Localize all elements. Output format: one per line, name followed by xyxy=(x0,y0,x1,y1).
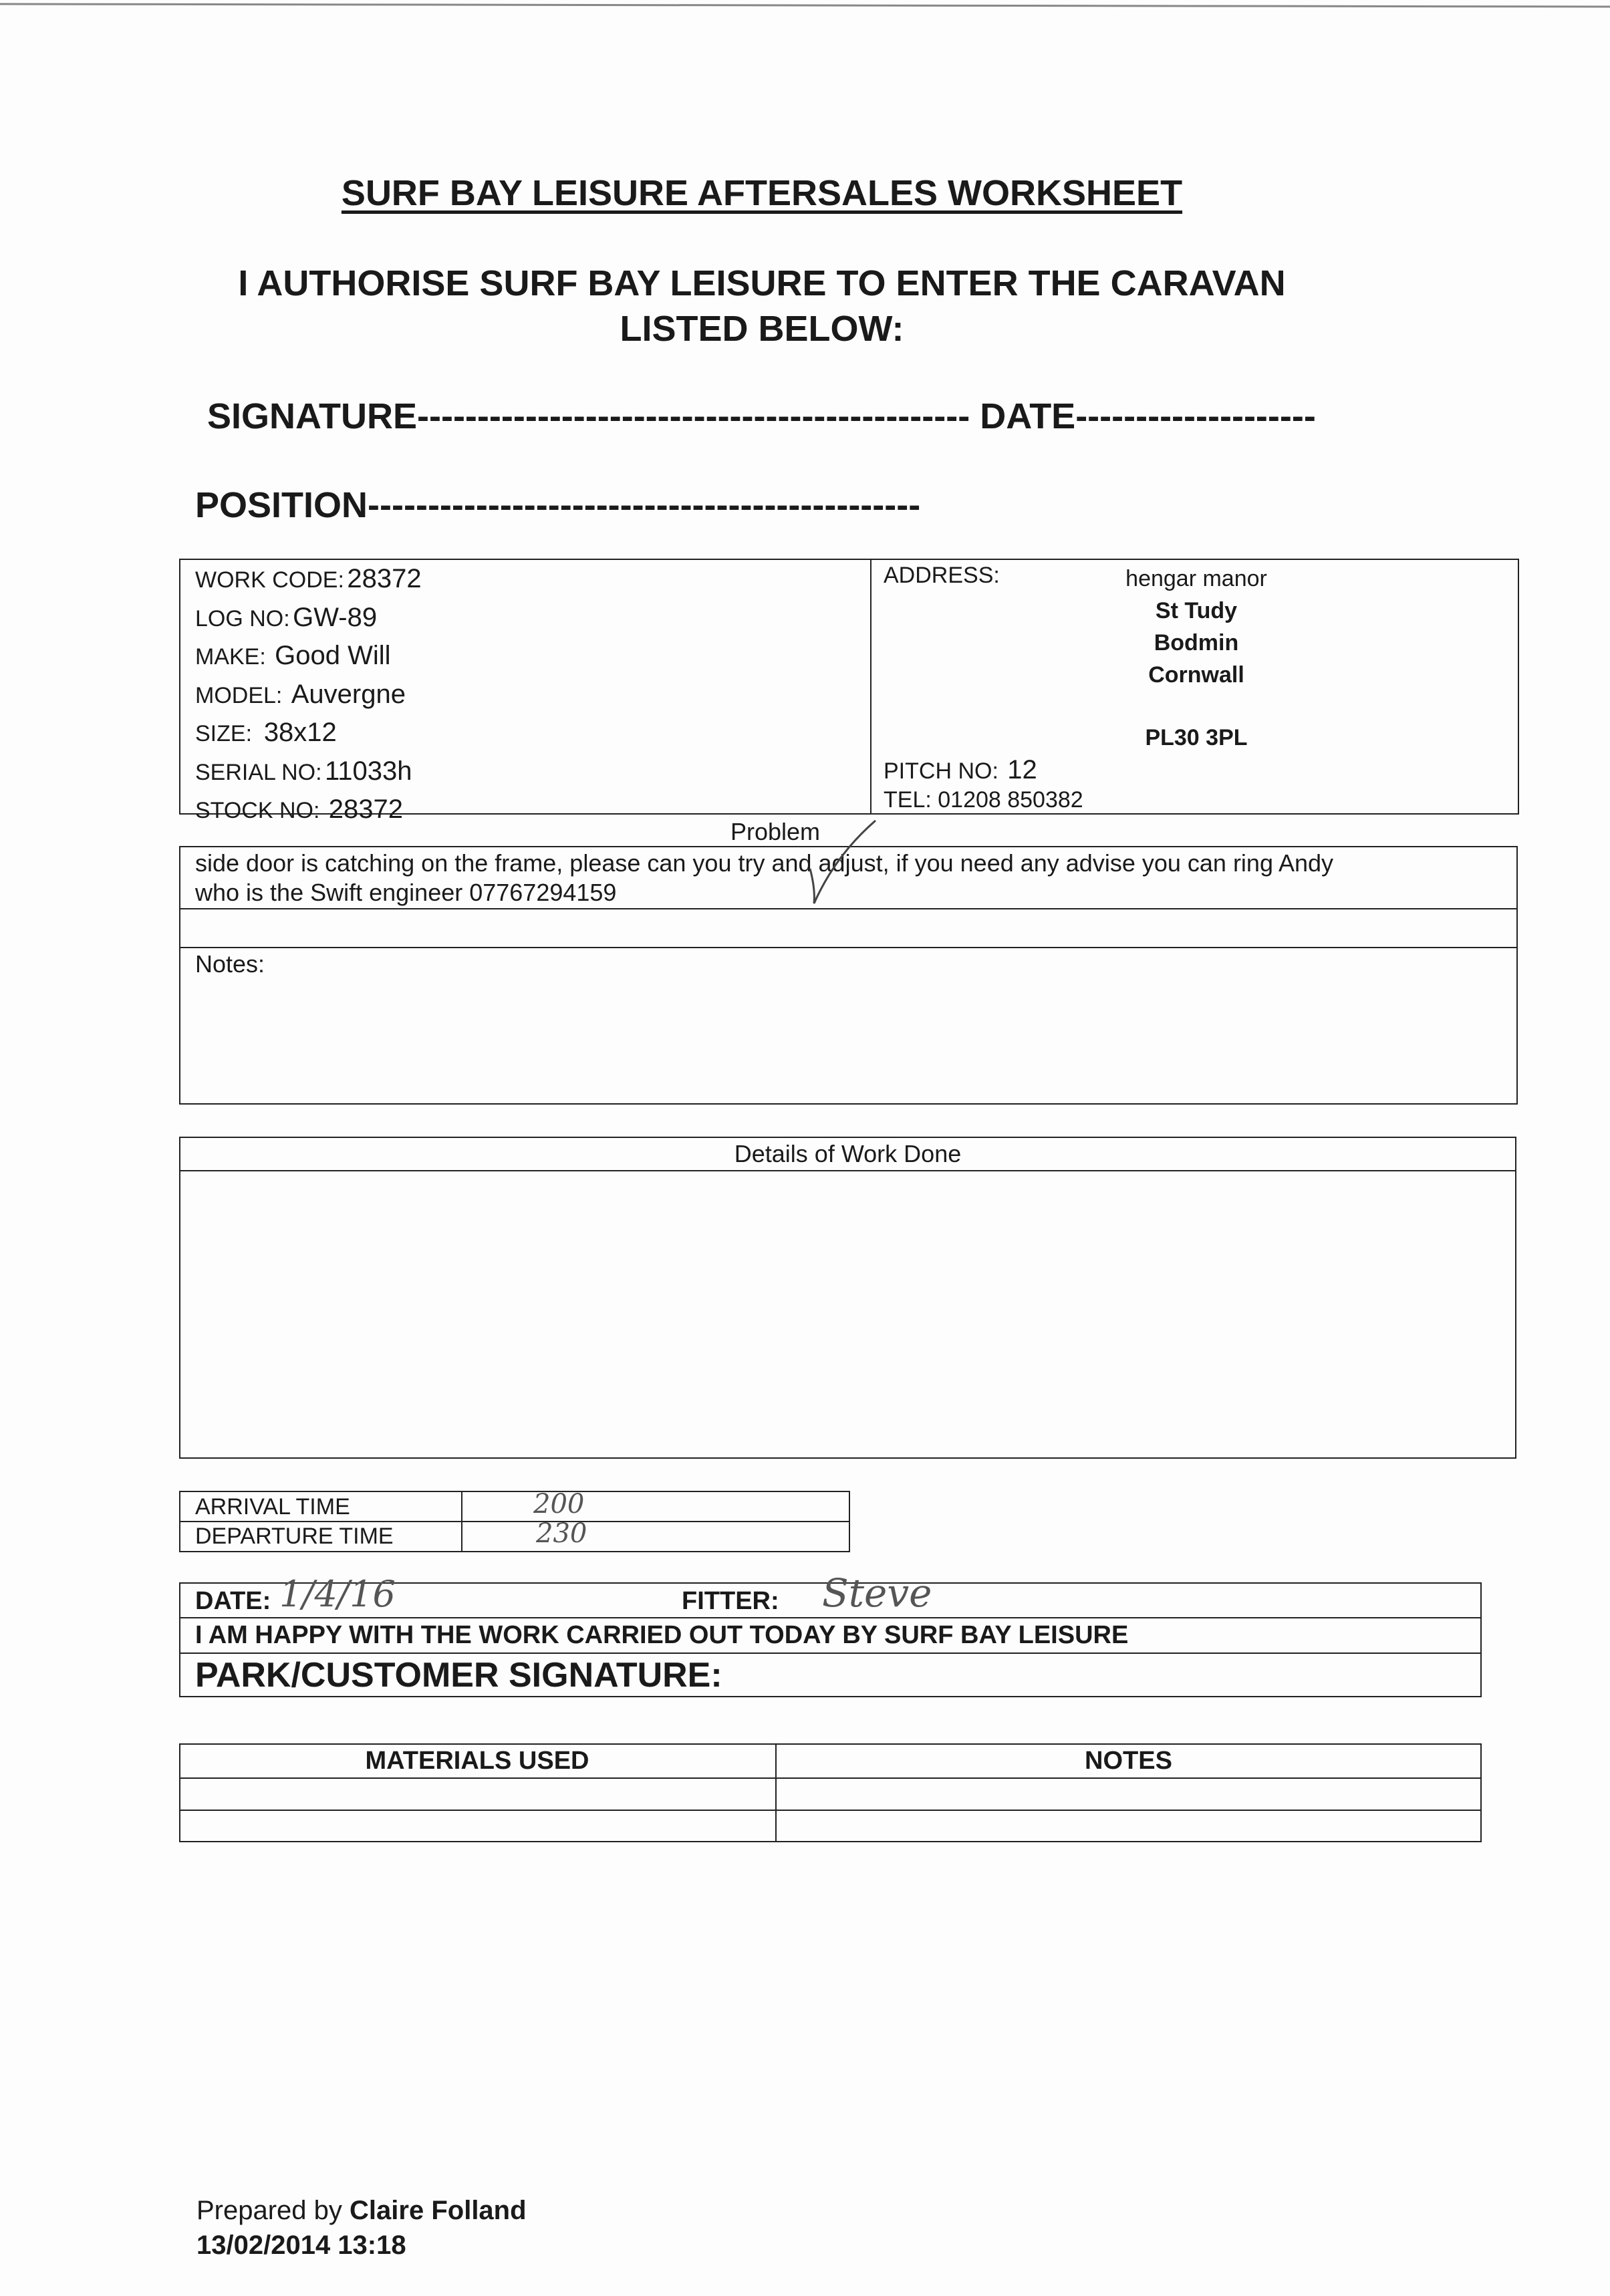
fitter-label: FITTER: xyxy=(682,1587,779,1615)
address-postcode: PL30 3PL xyxy=(1145,725,1248,750)
signature-date-line: SIGNATURE---------------------------------------------- DATE-------------------- xyxy=(207,396,1316,436)
page-title: SURF BAY LEISURE AFTERSALES WORKSHEET xyxy=(341,173,1183,213)
log-no-value: GW-89 xyxy=(293,602,378,632)
arrival-time-value: 200 xyxy=(533,1489,585,1520)
telephone: TEL: 01208 850382 xyxy=(884,787,1083,813)
work-code-value: 28372 xyxy=(347,564,422,593)
prepared-timestamp: 13/02/2014 13:18 xyxy=(196,2231,406,2260)
problem-line-2: who is the Swift engineer 07767294159 xyxy=(195,879,617,906)
fitter-value: Steve xyxy=(822,1570,932,1616)
log-no-row: LOG NO: GW-89 xyxy=(195,602,378,632)
size-row: SIZE: 38x12 xyxy=(195,718,337,747)
serial-no-value: 11033h xyxy=(325,756,412,786)
work-done-heading: Details of Work Done xyxy=(734,1140,962,1167)
stock-no-row: STOCK NO: 28372 xyxy=(195,795,403,824)
address-line-2: St Tudy xyxy=(1155,598,1238,623)
departure-time-label: DEPARTURE TIME xyxy=(195,1524,394,1549)
problem-line-1: side door is catching on the frame, please can you try and adjust, if you need any advise you can ring Andy xyxy=(195,849,1334,877)
position-line: POSITION---------------------------------------------- xyxy=(195,485,921,525)
pitch-no-value: 12 xyxy=(1007,755,1037,784)
happy-statement: I AM HAPPY WITH THE WORK CARRIED OUT TODAY BY SURF BAY LEISURE xyxy=(195,1621,1129,1649)
materials-notes-heading: NOTES xyxy=(1085,1747,1172,1775)
customer-signature-label: PARK/CUSTOMER SIGNATURE: xyxy=(195,1656,722,1695)
model-row: MODEL: Auvergne xyxy=(195,679,406,709)
address-line-1: hengar manor xyxy=(1125,566,1267,591)
make-row: MAKE: Good Will xyxy=(195,641,391,670)
model-value: Auvergne xyxy=(291,679,406,709)
serial-no-row: SERIAL NO: 11033h xyxy=(195,756,412,786)
size-value: 38x12 xyxy=(263,718,337,747)
make-value: Good Will xyxy=(275,641,391,670)
address-line-4: Cornwall xyxy=(1148,662,1244,688)
address-line-3: Bodmin xyxy=(1154,630,1239,656)
date-value: 1/4/16 xyxy=(279,1573,396,1615)
authorisation-line-1: I AUTHORISE SURF BAY LEISURE TO ENTER THE CARAVAN xyxy=(238,263,1286,303)
prepared-by-name: Claire Folland xyxy=(350,2196,527,2225)
problem-heading: Problem xyxy=(730,818,821,845)
departure-time-value: 230 xyxy=(536,1518,587,1549)
work-code-row: WORK CODE: 28372 xyxy=(195,564,422,593)
pitch-no-row: PITCH NO: 12 xyxy=(884,755,1037,784)
prepared-by-label: Prepared by xyxy=(196,2196,342,2225)
arrival-time-label: ARRIVAL TIME xyxy=(195,1494,350,1520)
notes-label: Notes: xyxy=(195,950,265,978)
address-label: ADDRESS: xyxy=(884,563,1000,588)
stock-no-value: 28372 xyxy=(328,795,403,824)
date-label: DATE: xyxy=(195,1587,271,1615)
authorisation-line-2: LISTED BELOW: xyxy=(620,309,904,349)
materials-used-heading: MATERIALS USED xyxy=(365,1747,589,1775)
